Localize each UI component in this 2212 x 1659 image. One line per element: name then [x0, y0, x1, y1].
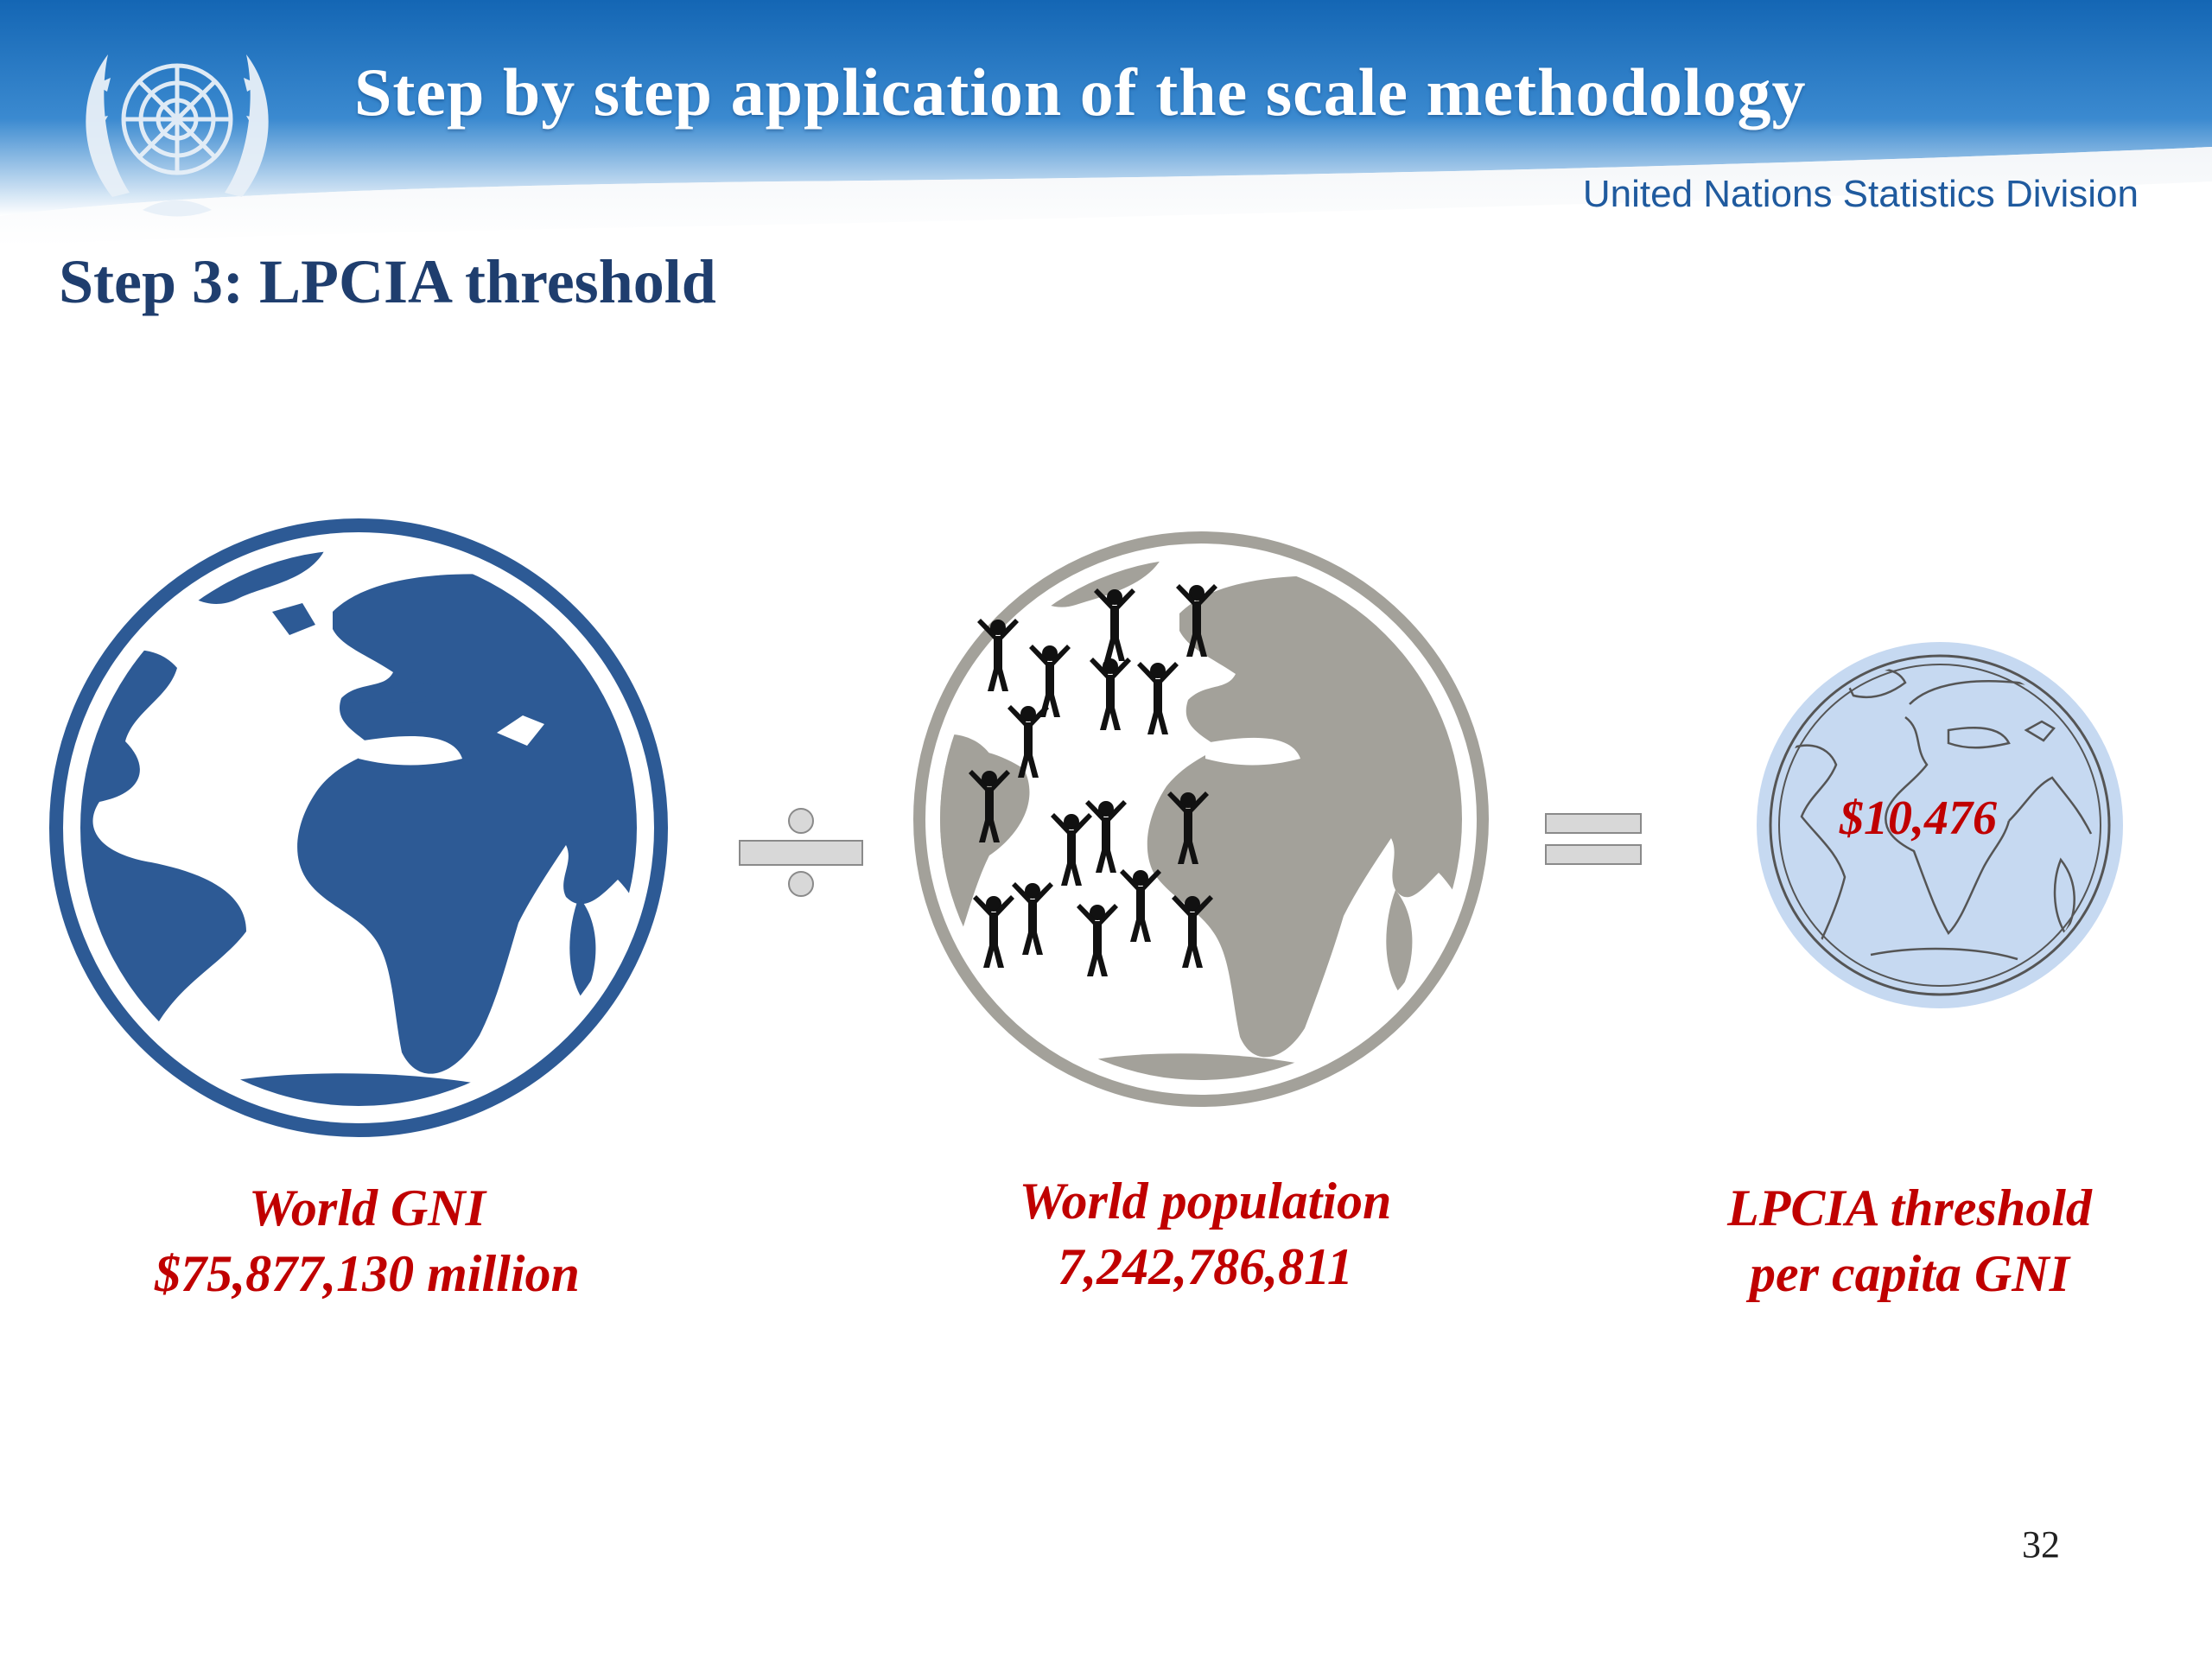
gni-caption — [86, 1175, 648, 1306]
threshold-sublabel: per capita GNI — [1750, 1245, 2069, 1302]
threshold-value: $10,476 — [1840, 791, 1997, 845]
population-label: World population — [1019, 1173, 1392, 1230]
threshold-caption — [1668, 1175, 2152, 1306]
population-caption — [925, 1168, 1486, 1300]
globe-icon — [48, 517, 670, 1139]
divide-icon — [734, 806, 864, 901]
gni-value: $75,877,130 million — [155, 1245, 580, 1302]
organization-name: United Nations Statistics Division — [1582, 173, 2139, 215]
un-emblem-icon — [60, 24, 294, 232]
slide-title: Step by step application of the scale methodology — [354, 54, 1807, 130]
threshold-label: LPCIA threshold — [1727, 1179, 2092, 1236]
step-title: Step 3: LPCIA threshold — [59, 247, 716, 316]
equals-icon — [1542, 810, 1646, 869]
gni-label: World GNI — [249, 1179, 486, 1236]
header-banner — [0, 0, 2212, 259]
globe-people-icon — [912, 527, 1491, 1115]
page-number: 32 — [2022, 1523, 2060, 1566]
population-value: 7,242,786,811 — [1058, 1238, 1353, 1295]
